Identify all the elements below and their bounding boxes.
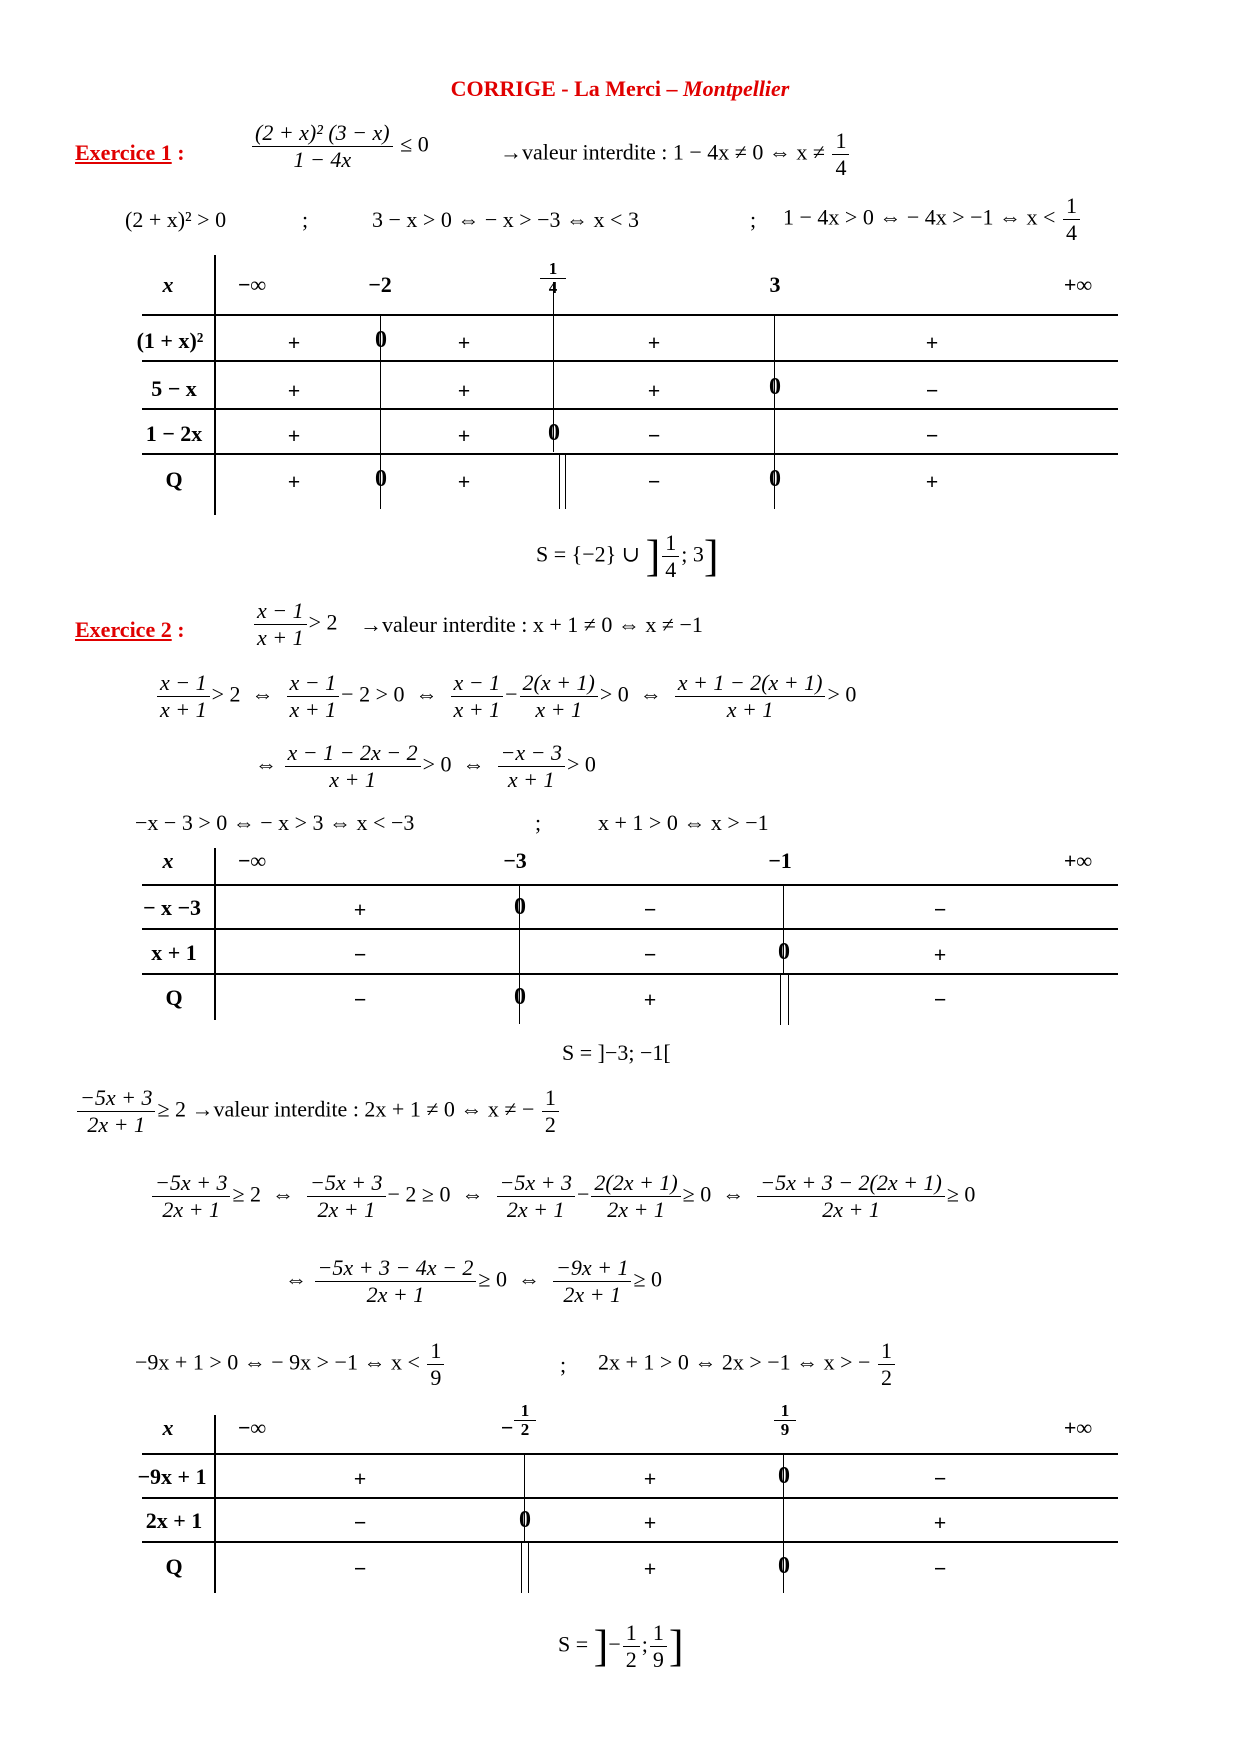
- sign: +: [457, 330, 471, 355]
- table-line: [521, 1541, 522, 1593]
- ex2b-factor-signs-2: 2x + 1 > 0 ⇔ 2x > −1 ⇔ x > − $\frac{1}{2}$: [598, 1338, 897, 1391]
- row-label: x + 1: [151, 940, 197, 965]
- ex2a-factor-signs-2: x + 1 > 0 ⇔ x > −1: [598, 810, 769, 835]
- sign: −: [933, 987, 947, 1012]
- minus-infinity: −∞: [237, 848, 267, 873]
- sign: +: [933, 1510, 947, 1535]
- ex2a-step-line-1: $\frac{x - 1}{x + 1}$ > 2 ⇔ $\frac{x - 1}{x + 1}$ − 2 > 0 ⇔ $\frac{x - 1}{x + 1}$ − $\frac{2(x + 1)}{x + 1}$ > 0 ⇔ $\frac{x + 1 - 2(x + 1)}{x + 1}$ > 0: [155, 670, 856, 723]
- sign: +: [457, 423, 471, 448]
- root-value: 1 2: [514, 1402, 536, 1439]
- zero-mark: 0: [778, 1463, 790, 1489]
- exercise-2-label: Exercice 2 :: [75, 617, 185, 642]
- table-line: [142, 453, 1118, 455]
- ex2a-factor-signs: −x − 3 > 0 ⇔ − x > 3 ⇔ x < −3: [135, 810, 415, 835]
- sign: −: [353, 1556, 367, 1581]
- zero-mark: 0: [519, 1507, 531, 1533]
- zero-mark: 0: [769, 374, 781, 400]
- zero-mark: 0: [514, 984, 526, 1010]
- table-header-x: x: [162, 848, 174, 873]
- root-value: 1 4: [540, 260, 566, 297]
- sign: −: [643, 897, 657, 922]
- table-header-x: x: [162, 1415, 174, 1440]
- sign: +: [353, 1466, 367, 1491]
- sign: −: [353, 942, 367, 967]
- sign: −: [647, 423, 661, 448]
- zero-mark: 0: [778, 939, 790, 965]
- sign: +: [287, 423, 301, 448]
- table-line: [142, 1541, 1118, 1543]
- plus-infinity: +∞: [1063, 272, 1093, 297]
- sign: −: [925, 378, 939, 403]
- table-line: [142, 973, 1118, 975]
- ex1-forbidden-value: →valeur interdite : 1 − 4x ≠ 0 ⇔ x ≠ $\frac{1}{4}$: [500, 128, 851, 181]
- ex2a-step-line-2: ⇔ $\frac{x - 1 - 2x - 2}{x + 1}$ > 0 ⇔ $\frac{-x - 3}{x + 1}$ > 0: [255, 740, 596, 792]
- sign: +: [287, 330, 301, 355]
- zero-mark: 0: [769, 466, 781, 492]
- table-divider: [214, 848, 216, 1020]
- minus-infinity: −∞: [237, 272, 267, 297]
- zero-mark: 0: [778, 1553, 790, 1579]
- exercise-1-label: Exercice 1 :: [75, 140, 185, 165]
- table-line: [142, 1497, 1118, 1499]
- row-label: Q: [165, 467, 183, 492]
- sign: −: [933, 1466, 947, 1491]
- ex1-solution: S = {−2} ∪ ] $\frac{1}{4}$ ; 3]: [536, 530, 719, 582]
- sign: +: [643, 1556, 657, 1581]
- plus-infinity: +∞: [1063, 1415, 1093, 1440]
- row-label: Q: [165, 985, 183, 1010]
- row-label: 5 − x: [151, 376, 197, 401]
- ex2a-forbidden-value: →valeur interdite : x + 1 ≠ 0 ⇔ x ≠ −1: [360, 612, 703, 637]
- sign: −: [933, 897, 947, 922]
- table-line: [142, 884, 1118, 886]
- ex2a-solution: S = ]−3; −1[: [562, 1040, 671, 1065]
- ex1-factor1: (2 + x)² > 0: [125, 207, 227, 232]
- zero-mark: 0: [514, 894, 526, 920]
- sign: +: [925, 330, 939, 355]
- sign: +: [457, 469, 471, 494]
- ex2a-inequality: $\frac{x - 1}{x + 1}$ > 2: [252, 598, 338, 651]
- row-label: −9x + 1: [137, 1464, 207, 1489]
- ex2b-inequality: $\frac{-5x + 3}{2x + 1}$ ≥ 2 →valeur interdite : 2x + 1 ≠ 0 ⇔ x ≠ − $\frac{1}{2}$: [75, 1085, 561, 1138]
- sign: −: [925, 423, 939, 448]
- root-value-sign: −: [500, 1415, 514, 1440]
- separator: ;: [750, 207, 757, 232]
- root-value: −3: [503, 848, 527, 873]
- separator: ;: [302, 207, 309, 232]
- sign: −: [353, 1510, 367, 1535]
- sign: −: [353, 987, 367, 1012]
- root-value: 3: [769, 272, 781, 297]
- sign: +: [647, 330, 661, 355]
- ex2b-solution: S = ]− $\frac{1}{2}$ ; $\frac{1}{9}$ ]: [558, 1620, 684, 1672]
- ex1-factor3: 1 − 4x > 0 ⇔ − 4x > −1 ⇔ x < $\frac{1}{4}$: [783, 193, 1082, 246]
- ex2b-step-line-1: $\frac{-5x + 3}{2x + 1}$ ≥ 2 ⇔ $\frac{-5x + 3}{2x + 1}$ − 2 ≥ 0 ⇔ $\frac{-5x + 3}{2x + 1}$ − $\frac{2(2x + 1)}{2x + 1}$ ≥ 0 ⇔ $\frac{-5x + 3 - 2(2x + 1)}{2x + 1}$ ≥ 0: [150, 1170, 975, 1223]
- separator: ;: [535, 810, 542, 835]
- ex1-inequality: $\frac{\text{(2 + x)² (3 − x)}}{1 - 4x}$ ≤ 0: [250, 120, 429, 173]
- ex1-factor2: 3 − x > 0 ⇔ − x > −3 ⇔ x < 3: [372, 207, 639, 232]
- page-title: CORRIGE - La Merci – Montpellier: [450, 76, 790, 101]
- zero-mark: 0: [548, 420, 560, 446]
- table-line: [142, 314, 1118, 316]
- row-label: − x −3: [142, 895, 202, 920]
- table-line: [142, 408, 1118, 410]
- ex2b-step-line-2: ⇔ $\frac{-5x + 3 - 4x - 2}{2x + 1}$ ≥ 0 ⇔ $\frac{-9x + 1}{2x + 1}$ ≥ 0: [285, 1255, 663, 1307]
- table-line: [788, 973, 789, 1025]
- root-value: −1: [768, 848, 792, 873]
- table-line: [142, 1453, 1118, 1455]
- sign: +: [643, 1466, 657, 1491]
- root-value: 1 9: [774, 1402, 796, 1439]
- table-line: [142, 360, 1118, 362]
- table-line: [142, 928, 1118, 930]
- table-line: [780, 973, 781, 1025]
- sign: −: [643, 942, 657, 967]
- table-line: [565, 453, 566, 509]
- table-line: [559, 453, 560, 509]
- minus-infinity: −∞: [237, 1415, 267, 1440]
- sign: +: [287, 378, 301, 403]
- sign: −: [933, 1556, 947, 1581]
- sign: +: [647, 378, 661, 403]
- table-divider: [214, 255, 216, 515]
- sign: +: [353, 897, 367, 922]
- row-label: (1 + x)²: [136, 328, 204, 353]
- sign: +: [643, 987, 657, 1012]
- plus-infinity: +∞: [1063, 848, 1093, 873]
- zero-mark: 0: [375, 327, 387, 353]
- zero-mark: 0: [375, 466, 387, 492]
- ex2b-factor-signs: −9x + 1 > 0 ⇔ − 9x > −1 ⇔ x < $\frac{1}{9}$: [135, 1338, 446, 1391]
- sign: +: [925, 469, 939, 494]
- table-line: [528, 1541, 529, 1593]
- sign: −: [647, 469, 661, 494]
- table-divider: [214, 1415, 216, 1593]
- row-label: Q: [165, 1554, 183, 1579]
- root-value: −2: [368, 272, 392, 297]
- sign: +: [287, 469, 301, 494]
- row-label: 2x + 1: [145, 1508, 203, 1533]
- separator: ;: [560, 1352, 567, 1377]
- row-label: 1 − 2x: [145, 421, 203, 446]
- table-header-x: x: [162, 272, 174, 297]
- sign: +: [933, 942, 947, 967]
- sign: +: [457, 378, 471, 403]
- sign: +: [643, 1510, 657, 1535]
